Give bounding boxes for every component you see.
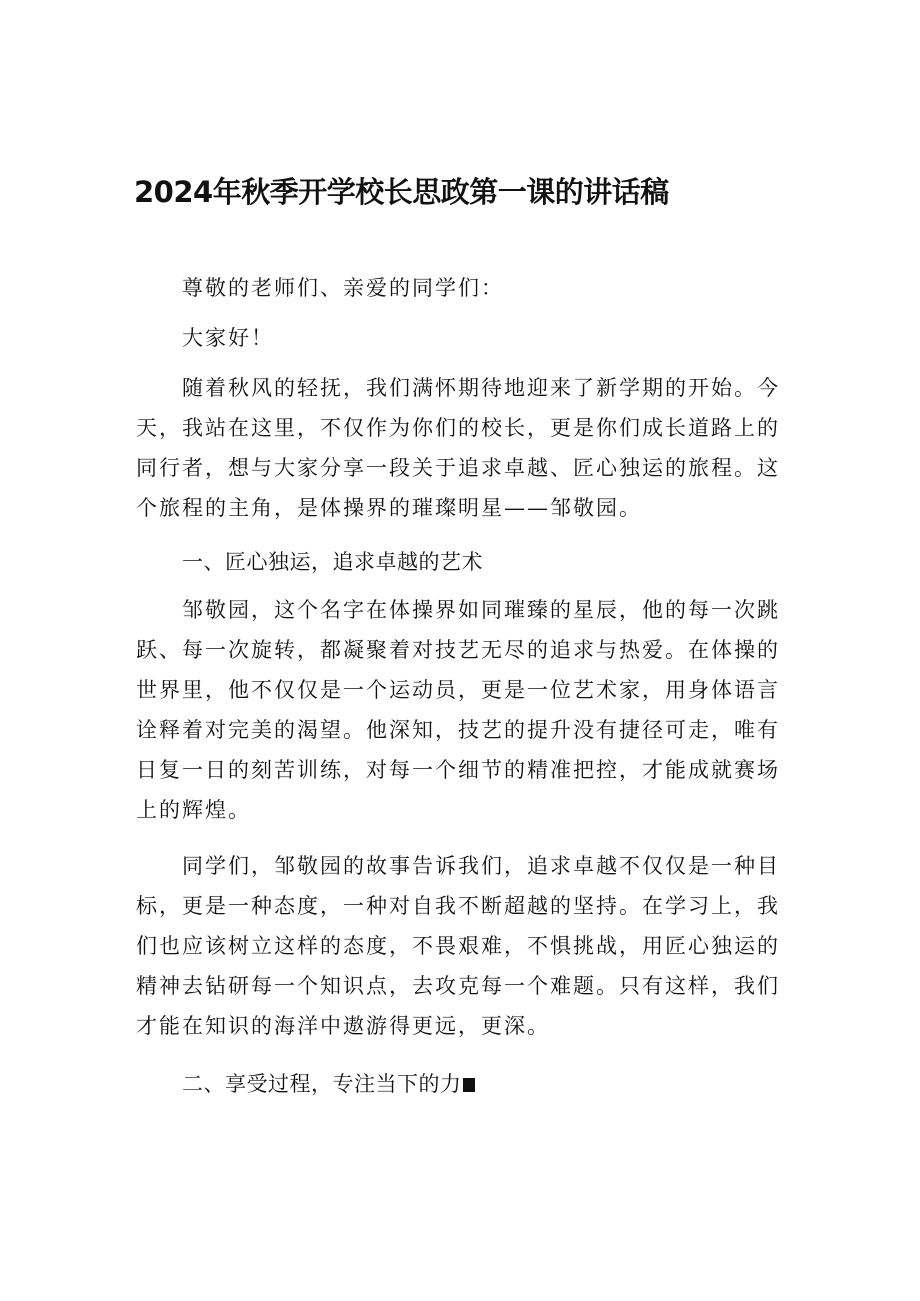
greeting: 大家好！ [182,326,274,350]
section-1-paragraph-2: 同学们，邹敬园的故事告诉我们，追求卓越不仅仅是一种目标，更是一种态度，一种对自我不断超越的坚持。在学习上，我们也应该树立这样的态度，不畏艰难，不惧挑战，用匠心独运的精神去钻研每一个知识点，去攻克每一个难题。只有这样，我们才能在知识的海洋中遨游得更远，更深。 [136,854,780,1038]
section-1-paragraph-1: 邹敬园，这个名字在体操界如同璀臻的星辰，他的每一次跳跃、每一次旋转，都凝聚着对技艺无尽的追求与热爱。在体操的世界里，他不仅仅是一个运动员，更是一位艺术家，用身体语言诠释着对完美的渴望。他深知，技艺的提升没有捷径可走，唯有日复一日的刻苦训练，对每一个细节的精准把控，才能成就赛场上的辉煌。 [136,598,780,822]
text-cursor-block [463,1078,475,1092]
document-title: 2024年秋季开学校长思政第一课的讲话稿 [134,175,669,209]
document-body [136,268,786,1104]
section-2-heading-text: 二、享受过程，专注当下的力 [182,1072,462,1096]
section-2-heading [136,1064,786,1104]
salutation: 尊敬的老师们、亲爱的同学们： [182,276,504,300]
intro-paragraph: 随着秋风的轻抚，我们满怀期待地迎来了新学期的开始。今天，我站在这里，不仅作为你们的校长，更是你们成长道路上的同行者，想与大家分享一段关于追求卓越、匠心独运的旅程。这个旅程的主角，是体操界的璀璨明星——邹敬园。 [136,376,780,520]
section-1-heading: 一、匠心独运，追求卓越的艺术 [182,550,483,574]
